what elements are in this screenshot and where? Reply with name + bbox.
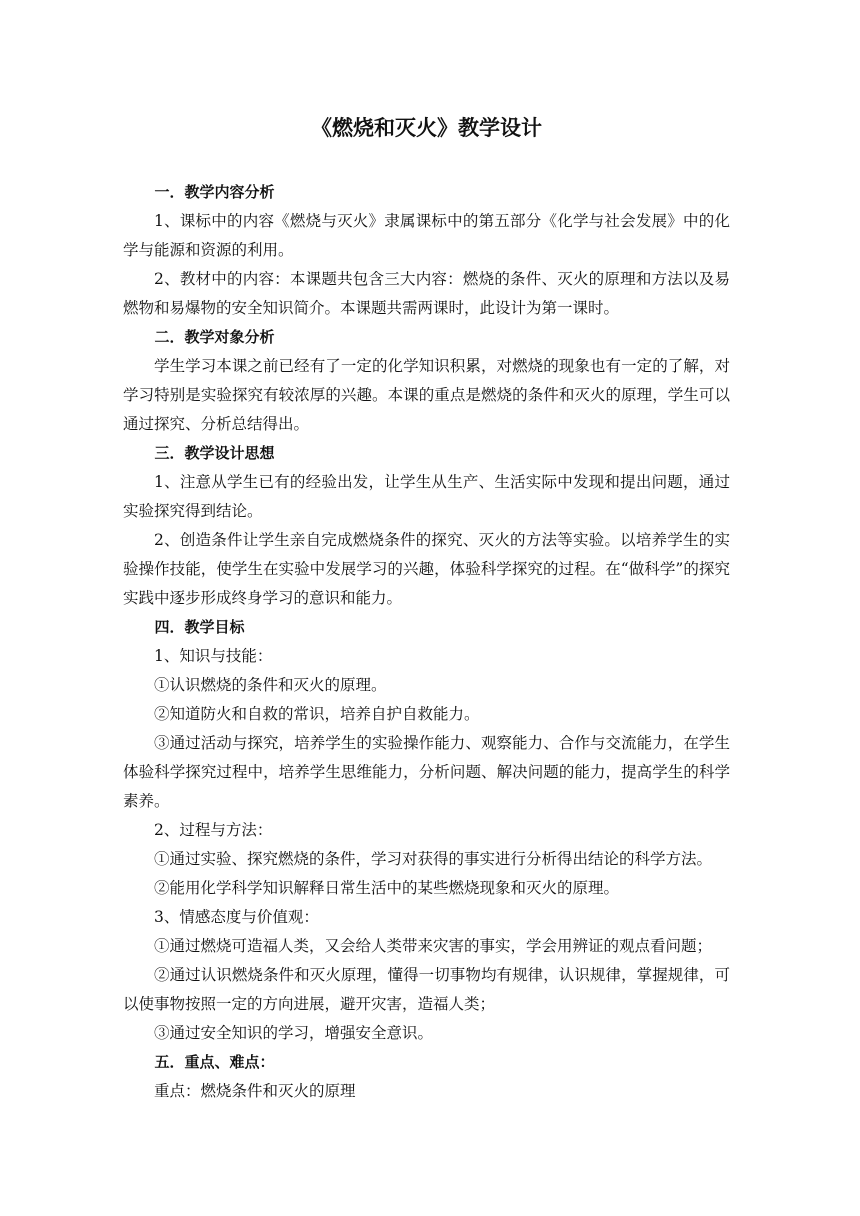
paragraph: ③通过安全知识的学习，增强安全意识。 <box>154 1024 434 1042</box>
section-heading-key-points: 五．重点、难点： <box>154 1053 275 1071</box>
document-title: 《燃烧和灭火》教学设计 <box>311 116 542 140</box>
section-heading-audience-analysis: 二．教学对象分析 <box>154 328 275 346</box>
paragraph: ③通过活动与探究，培养学生的实验操作能力、观察能力、合作与交流能力，在学生体验科学探究过程中，培养学生思维能力，分析问题、解决问题的能力，提高学生的科学素养。 <box>123 734 730 810</box>
paragraph: ①通过燃烧可造福人类，又会给人类带来灾害的事实，学会用辨证的观点看问题； <box>154 937 713 955</box>
paragraph: ①通过实验、探究燃烧的条件，学习对获得的事实进行分析得出结论的科学方法。 <box>154 850 713 868</box>
document-body <box>123 178 730 1106</box>
paragraph: 3、情感态度与价值观： <box>154 908 319 926</box>
paragraph: ②知道防火和自救的常识，培养自护自救能力。 <box>154 705 480 723</box>
paragraph: ①认识燃烧的条件和灭火的原理。 <box>154 676 387 694</box>
paragraph: ②能用化学科学知识解释日常生活中的某些燃烧现象和灭火的原理。 <box>154 879 620 897</box>
section-heading-objectives: 四．教学目标 <box>154 618 245 636</box>
paragraph: 重点：燃烧条件和灭火的原理 <box>154 1082 356 1100</box>
paragraph: 1、课标中的内容《燃烧与灭火》隶属课标中的第五部分《化学与社会发展》中的化学与能源和资源的利用。 <box>123 212 730 259</box>
paragraph: 2、教材中的内容：本课题共包含三大内容：燃烧的条件、灭火的原理和方法以及易燃物和易爆物的安全知识简介。本课题共需两课时，此设计为第一课时。 <box>123 270 730 317</box>
paragraph: 学生学习本课之前已经有了一定的化学知识积累，对燃烧的现象也有一定的了解，对学习特别是实验探究有较浓厚的兴趣。本课的重点是燃烧的条件和灭火的原理，学生可以通过探究、分析总结得出。 <box>123 357 730 433</box>
section-heading-design-ideas: 三．教学设计思想 <box>154 444 275 462</box>
paragraph: 2、创造条件让学生亲自完成燃烧条件的探究、灭火的方法等实验。以培养学生的实验操作技能，使学生在实验中发展学习的兴趣，体验科学探究的过程。在“做科学”的探究实践中逐步形成终身学习的意识和能力。 <box>123 531 730 607</box>
paragraph: ②通过认识燃烧条件和灭火原理，懂得一切事物均有规律，认识规律，掌握规律，可以使事物按照一定的方向进展，避开灾害，造福人类； <box>123 966 730 1013</box>
section-heading-content-analysis: 一．教学内容分析 <box>154 183 275 201</box>
paragraph: 1、知识与技能： <box>154 647 273 665</box>
paragraph: 2、过程与方法： <box>154 821 273 839</box>
paragraph: 1、注意从学生已有的经验出发，让学生从生产、生活实际中发现和提出问题，通过实验探究得到结论。 <box>123 473 730 520</box>
